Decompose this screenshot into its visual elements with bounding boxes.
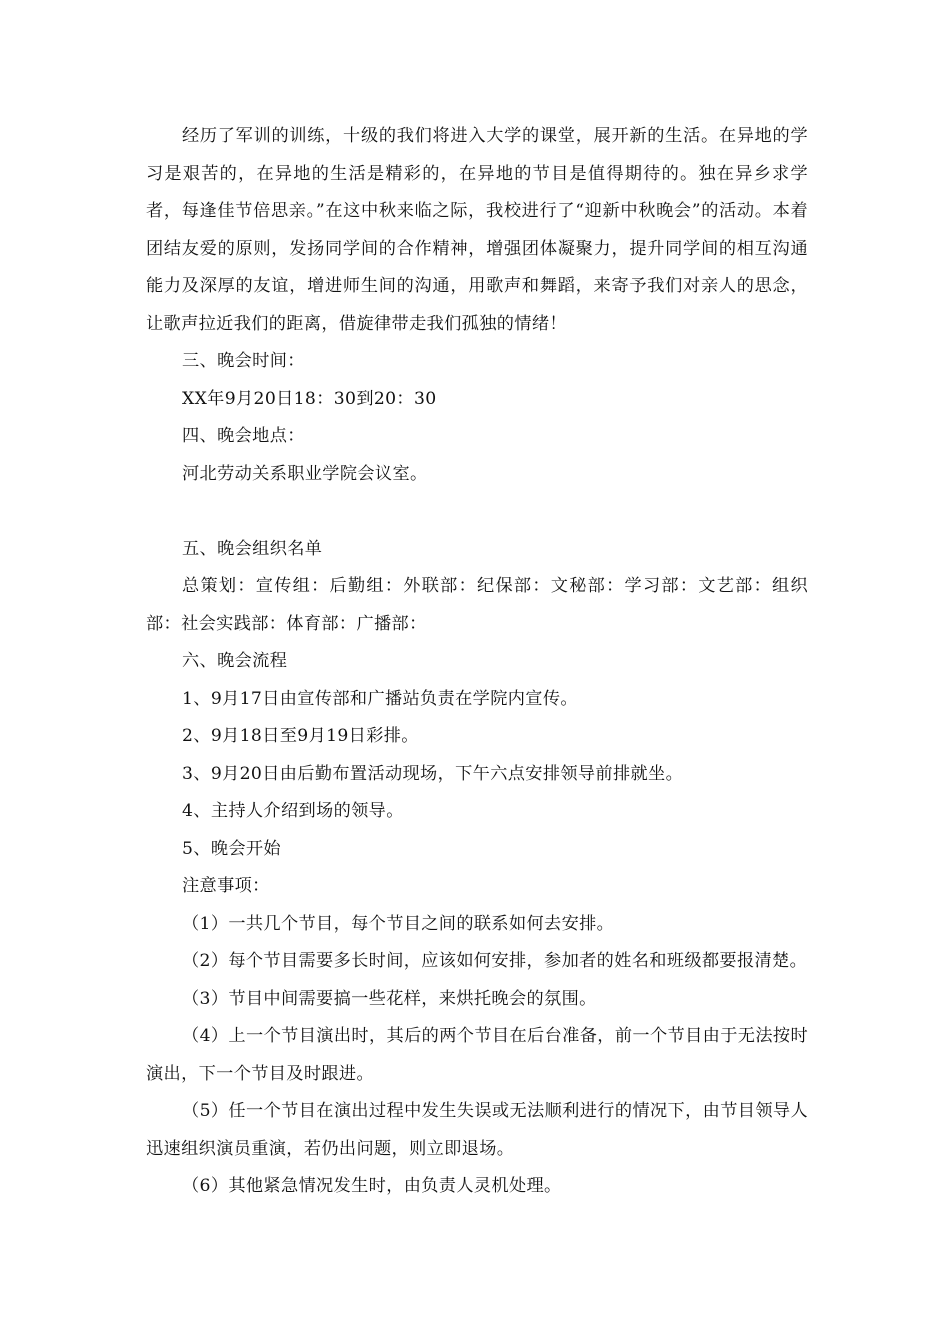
note-item: （4）上一个节目演出时，其后的两个节目在后台准备，前一个节目由于无法按时演出，下一个节目及时跟进。 — [146, 1026, 808, 1084]
note-item: （6）其他紧急情况发生时，由负责人灵机处理。 — [182, 1176, 562, 1196]
note-item: （5）任一个节目在演出过程中发生失误或无法顺利进行的情况下，由节目领导人迅速组织演员重演，若仍出问题，则立即退场。 — [146, 1101, 808, 1159]
document-body — [146, 118, 808, 1206]
blank-line — [146, 493, 808, 531]
flow-step: 1、9月17日由宣传部和广播站负责在学院内宣传。 — [182, 688, 578, 709]
flow-step: 4、主持人介绍到场的领导。 — [182, 801, 404, 821]
place-heading: 四、晚会地点： — [182, 426, 305, 446]
note-item: （3）节目中间需要搞一些花样，来烘托晚会的氛围。 — [182, 988, 597, 1009]
notes-heading: 注意事项： — [182, 876, 270, 896]
org-members: 总策划：宣传组：后勤组：外联部：纪保部：文秘部：学习部：文艺部：组织部：社会实践部：体育部：广播部： — [146, 576, 808, 634]
time-value: XX年9月20日18：30到20：30 — [182, 388, 437, 409]
place-value: 河北劳动关系职业学院会议室。 — [182, 463, 428, 484]
intro-paragraph: 经历了军训的训练，十级的我们将进入大学的课堂，展开新的生活。在异地的学习是艰苦的，在异地的生活是精彩的，在异地的节目是值得期待的。独在异乡求学者，每逢佳节倍思亲。”在这中秋来临之际，我校进行了“迎新中秋晚会”的活动。本着团结友爱的原则，发扬同学间的合作精神，增强团体凝聚力，提升同学间的相互沟通能力及深厚的友谊，增进师生间的沟通，用歌声和舞蹈，来寄予我们对亲人的思念，让歌声拉近我们的距离，借旋律带走我们孤独的情绪！ — [146, 126, 808, 334]
flow-step: 3、9月20日由后勤布置活动现场，下午六点安排领导前排就坐。 — [182, 763, 684, 784]
flow-step: 2、9月18日至9月19日彩排。 — [182, 726, 419, 746]
time-heading: 三、晚会时间： — [182, 351, 305, 371]
org-heading: 五、晚会组织名单 — [182, 538, 323, 559]
note-item: （1）一共几个节目，每个节目之间的联系如何去安排。 — [182, 913, 615, 934]
note-item: （2）每个节目需要多长时间，应该如何安排，参加者的姓名和班级都要报清楚。 — [182, 951, 808, 971]
flow-heading: 六、晚会流程 — [182, 651, 288, 671]
flow-step: 5、晚会开始 — [182, 838, 281, 859]
